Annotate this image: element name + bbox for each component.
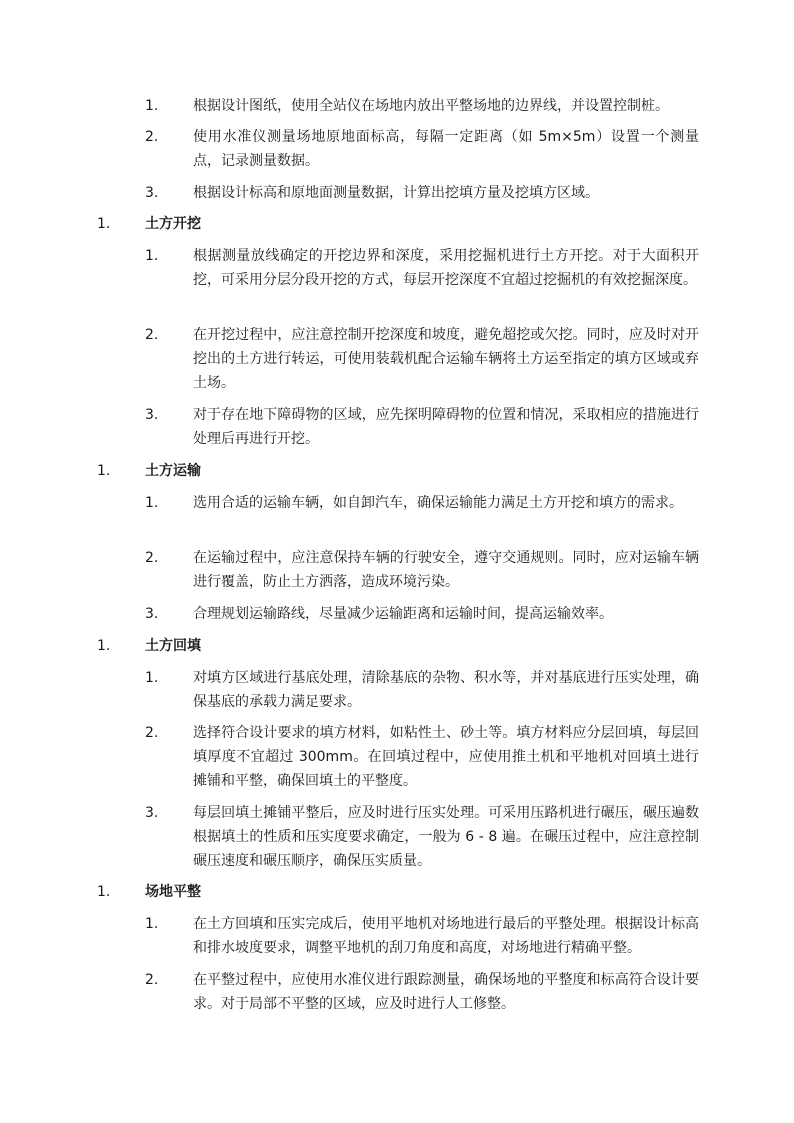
list-text: 选用合适的运输车辆，如自卸汽车，确保运输能力满足土方开挖和填方的需求。	[193, 495, 683, 511]
section-title: 场地平整	[145, 884, 201, 900]
section-number: 1.	[97, 216, 111, 232]
list-number: 3.	[145, 407, 159, 423]
list-number: 3.	[145, 185, 159, 201]
list-number: 1.	[145, 495, 159, 511]
list-text: 合理规划运输路线，尽量减少运输距离和运输时间，提高运输效率。	[193, 606, 613, 622]
list-number: 2.	[145, 327, 159, 343]
list-number: 2.	[145, 725, 159, 741]
list-text: 在运输过程中，应注意保持车辆的行驶安全，遵守交通规则。同时，应对运输车辆进行覆盖，防止土方洒落，造成环境污染。	[193, 550, 699, 590]
list-number: 3.	[145, 805, 159, 821]
list-text: 选择符合设计要求的填方材料，如粘性土、砂土等。填方材料应分层回填，每层回填厚度不宜超过 300mm。在回填过程中，应使用推土机和平地机对回填土进行摊铺和平整，确保回填土的平整度。	[193, 725, 699, 789]
list-number: 1.	[145, 248, 159, 264]
list-number: 3.	[145, 606, 159, 622]
list-number: 2.	[145, 972, 159, 988]
section-title: 土方开挖	[145, 216, 201, 232]
section-number: 1.	[97, 884, 111, 900]
list-text: 根据测量放线确定的开挖边界和深度，采用挖掘机进行土方开挖。对于大面积开挖，可采用分层分段开挖的方式，每层开挖深度不宜超过挖掘机的有效挖掘深度。	[193, 248, 699, 288]
list-text: 根据设计图纸，使用全站仪在场地内放出平整场地的边界线，并设置控制桩。	[193, 98, 669, 114]
list-text: 在平整过程中，应使用水准仪进行跟踪测量，确保场地的平整度和标高符合设计要求。对于局部不平整的区域，应及时进行人工修整。	[193, 972, 699, 1012]
list-number: 1.	[145, 98, 159, 114]
list-text: 每层回填土摊铺平整后，应及时进行压实处理。可采用压路机进行碾压，碾压遍数根据填土的性质和压实度要求确定，一般为 6 - 8 遍。在碾压过程中，应注意控制碾压速度和碾压顺序，确保压实质量。	[193, 805, 699, 869]
list-number: 1.	[145, 916, 159, 932]
section-number: 1.	[97, 638, 111, 654]
list-text: 根据设计标高和原地面测量数据，计算出挖填方量及挖填方区域。	[193, 185, 599, 201]
list-text: 使用水准仪测量场地原地面标高，每隔一定距离（如 5m×5m）设置一个测量点，记录测量数据。	[193, 129, 699, 169]
list-text: 在开挖过程中，应注意控制开挖深度和坡度，避免超挖或欠挖。同时，应及时对开挖出的土方进行转运，可使用装载机配合运输车辆将土方运至指定的填方区域或弃土场。	[193, 327, 699, 391]
list-text: 对于存在地下障碍物的区域，应先探明障碍物的位置和情况，采取相应的措施进行处理后再进行开挖。	[193, 407, 699, 447]
list-text: 对填方区域进行基底处理，清除基底的杂物、积水等，并对基底进行压实处理，确保基底的承载力满足要求。	[193, 670, 699, 710]
list-text: 在土方回填和压实完成后，使用平地机对场地进行最后的平整处理。根据设计标高和排水坡度要求，调整平地机的刮刀角度和高度，对场地进行精确平整。	[193, 916, 699, 956]
list-number: 1.	[145, 670, 159, 686]
list-number: 2.	[145, 550, 159, 566]
section-title: 土方回填	[145, 638, 201, 654]
list-number: 2.	[145, 129, 159, 145]
section-number: 1.	[97, 463, 111, 479]
section-title: 土方运输	[145, 463, 201, 479]
